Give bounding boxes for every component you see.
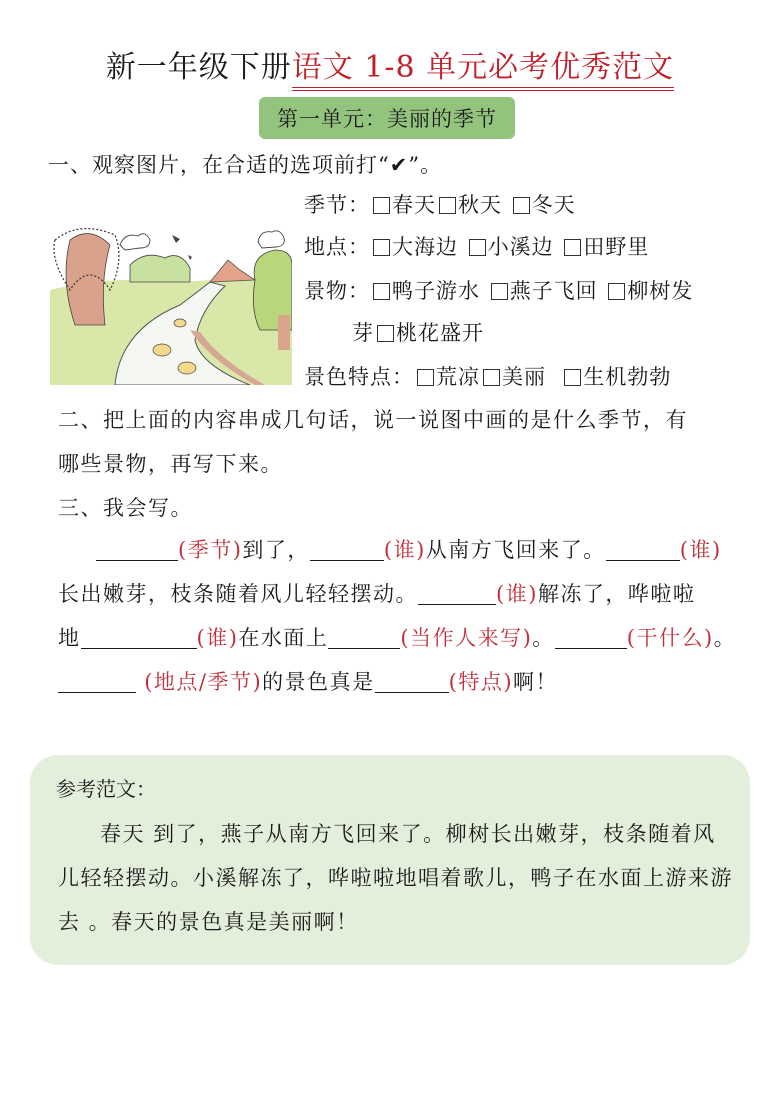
title-grade: 新一年级下册 [105,50,292,85]
checkbox-desolate[interactable] [417,369,434,386]
place-options [304,232,649,262]
hint-personify: (当作人来写) [400,626,533,650]
hint-place: (地点/季节) [144,670,263,694]
checkbox-autumn[interactable] [439,197,456,214]
option-willow: 柳树发 [627,279,694,303]
question-1-prompt: 一、观察图片，在合适的选项前打“✔”。 [48,153,443,177]
hint-feature: (特点) [448,670,514,694]
checkbox-winter[interactable] [513,197,530,214]
hint-who-3: (谁) [496,582,538,606]
hint-who-1: (谁) [383,538,426,562]
text-2: 从南方飞回来了。 [425,538,606,562]
checkbox-creek[interactable] [469,239,486,256]
text-8: 。 [713,626,737,650]
checkbox-willow[interactable] [608,283,625,300]
hint-who-4: (谁) [196,626,239,650]
option-vibrant: 生机勃勃 [583,365,672,389]
option-creek: 小溪边 [487,235,554,259]
option-desolate: 荒凉 [436,365,480,389]
blank-season[interactable] [96,538,178,561]
option-peach: 桃花盛开 [396,321,484,345]
hint-action: (干什么) [626,626,714,650]
text-4: 解冻了，哗啦啦 [537,582,696,606]
season-options [304,190,576,220]
hint-season: (季节) [178,538,243,562]
title-subject: 语文 1-8 单元必考优秀范文 [292,50,674,91]
season-label: 季节： [304,193,370,217]
scenery-options-cont [352,318,484,348]
blank-action[interactable] [555,626,627,649]
page-title [0,46,780,90]
text-1: 到了， [242,538,310,562]
spring-scene-illustration [50,220,292,385]
checkbox-beautiful[interactable] [483,369,500,386]
blank-personify[interactable] [328,626,400,649]
text-7: 。 [532,626,555,650]
option-spring: 春天 [392,193,436,217]
checkbox-swallows[interactable] [491,283,508,300]
blank-feature[interactable] [375,670,449,693]
checkbox-ducks[interactable] [373,283,390,300]
question-2 [58,398,738,530]
option-ducks: 鸭子游水 [392,279,480,303]
reference-text: 春天 到了，燕子从南方飞回来了。柳树长出嫩芽，枝条随着风儿轻轻摆动。小溪解冻了，哗啦啦地唱着歌儿，鸭子在水面上游来游去 。春天的景色真是美丽啊！ [58,822,733,934]
text-10: 啊！ [513,670,559,694]
blank-who-1[interactable] [310,538,384,561]
blank-who-3[interactable] [418,582,496,605]
option-swallows: 燕子飞回 [509,279,598,303]
feature-options [304,362,671,392]
question-3-prompt: 三、我会写。 [58,496,193,520]
reference-title: 参考范文： [56,777,156,801]
text-5: 地 [58,626,81,650]
option-seaside: 大海边 [392,235,458,259]
checkbox-seaside[interactable] [373,239,390,256]
fill-in-blanks [58,528,738,704]
option-field: 田野里 [583,235,650,259]
scenery-label: 景物： [304,279,370,303]
checkbox-peach[interactable] [377,325,394,342]
place-label: 地点： [304,235,370,259]
checkbox-vibrant[interactable] [564,369,581,386]
blank-place[interactable] [58,670,136,693]
text-3: 长出嫩芽，枝条随着风儿轻轻摆动。 [58,582,418,606]
unit-badge: 第一单元：美丽的季节 [259,97,515,139]
feature-label: 景色特点： [304,365,414,389]
option-winter: 冬天 [531,193,576,217]
blank-who-4[interactable] [81,626,197,649]
question-2-line1: 二、把上面的内容串成几句话，说一说图中画的是什么季节，有 [58,408,688,432]
question-2-line2: 哪些景物，再写下来。 [58,452,283,476]
checkbox-field[interactable] [564,239,581,256]
text-6: 在水面上 [238,626,329,650]
option-beautiful: 美丽 [502,365,546,389]
blank-who-2[interactable] [606,538,680,561]
option-willow-cont: 芽 [352,321,374,345]
text-9: 的景色真是 [262,670,375,694]
hint-who-2: (谁) [679,538,722,562]
scenery-options [304,276,693,306]
option-autumn: 秋天 [458,193,502,217]
checkbox-spring[interactable] [373,197,390,214]
